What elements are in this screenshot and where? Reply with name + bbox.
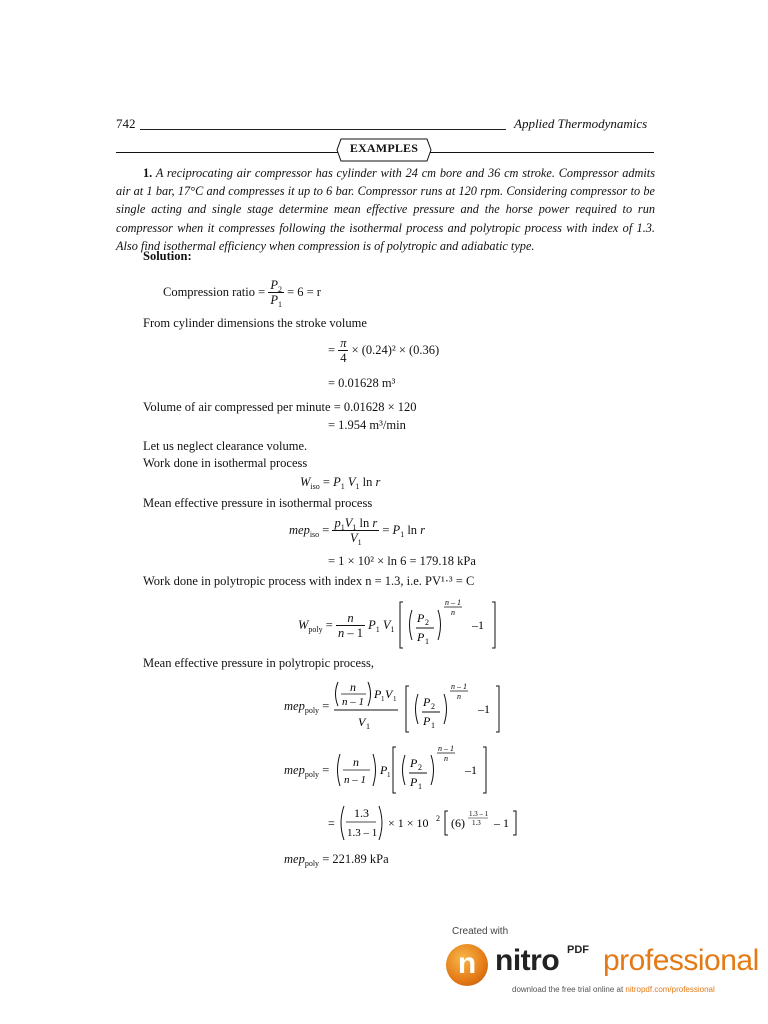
svg-text:V: V: [385, 687, 393, 701]
polytropic-mep-expression: [332, 744, 542, 796]
pressure-ratio-fraction: $\frac{P_2}{P_1}$: [270, 278, 282, 309]
header-rule: [140, 129, 506, 130]
stroke-volume-text: From cylinder dimensions the stroke volume: [143, 316, 367, 330]
svg-text:1.3: 1.3: [354, 806, 369, 820]
polytropic-mep-text: Mean effective pressure in polytropic process,: [143, 656, 374, 670]
svg-text:n: n: [353, 755, 360, 769]
isothermal-work-equation: $W_{iso} = P_1$ $V_1$ ln r: [300, 475, 381, 491]
watermark-brand: nitro: [495, 944, 560, 977]
n-over-n-minus-1-fraction: $\frac{n}{n - 1}$: [337, 610, 363, 640]
polytropic-mep-equation-2: mep$_{poly}$ = n n – 1 P 1 P 2 P 1 n – 1 n –1: [284, 744, 542, 796]
svg-text:2: 2: [424, 618, 429, 627]
svg-text:1: 1: [381, 695, 385, 703]
problem-number: 1.: [143, 166, 153, 180]
page-number: 742: [116, 116, 136, 131]
polytropic-mep-fraction: [332, 676, 504, 736]
compression-ratio-equation: [163, 278, 321, 307]
svg-text:(6): (6): [451, 816, 465, 830]
svg-text:–1: –1: [471, 618, 484, 632]
isothermal-mep-equation: mep$_{iso}$ = $\frac{p_1V_1 \ln r}{V_1}$ = $P_1$ ln r: [289, 516, 426, 547]
svg-text:2: 2: [418, 763, 423, 772]
svg-text:1: 1: [418, 782, 423, 791]
svg-text:1.3: 1.3: [472, 819, 481, 827]
isothermal-mep-fraction: $\frac{p_1V_1 \ln r}{V_1}$: [334, 516, 378, 547]
svg-text:–1: –1: [478, 702, 491, 716]
polytropic-work-equation: $W_{poly}$ = $\frac{n}{n - 1}$ $P_1$ $V_1$ P 2 P 1 n – 1 n –1: [298, 596, 500, 654]
watermark-created-with: Created with: [452, 926, 509, 937]
svg-text:2: 2: [431, 702, 436, 711]
svg-text:1: 1: [387, 771, 391, 779]
svg-text:1: 1: [393, 695, 397, 703]
svg-text:–1: –1: [465, 763, 478, 777]
air-volume-result: = 1.954 m³/min: [328, 418, 406, 432]
svg-text:P: P: [423, 714, 431, 728]
examples-heading: EXAMPLES: [349, 141, 419, 155]
problem-statement: [116, 164, 655, 255]
compression-ratio-label: Compression ratio =: [163, 285, 266, 299]
air-volume-text: Volume of air compressed per minute = 0.01628 × 120: [143, 400, 417, 414]
compression-ratio-value: = 6 = r: [287, 285, 321, 299]
watermark-footer-link[interactable]: nitropdf.com/professional: [625, 985, 715, 994]
stroke-volume-expr: × (0.24)² × (0.36): [351, 343, 440, 357]
isothermal-work-text: Work done in isothermal process: [143, 456, 308, 470]
polytropic-mep-final: mep$_{poly}$ = 221.89 kPa: [284, 852, 389, 868]
svg-text:1: 1: [431, 721, 436, 730]
polytropic-work-text: Work done in polytropic process with index n = 1.3, i.e. PV¹·³ = C: [143, 574, 475, 588]
svg-text:P: P: [374, 687, 382, 701]
watermark-pdf: PDF: [567, 944, 589, 956]
svg-text:n: n: [457, 692, 462, 701]
svg-text:n – 1: n – 1: [438, 744, 455, 753]
svg-text:n – 1: n – 1: [344, 774, 367, 786]
isothermal-mep-text: Mean effective pressure in isothermal process: [143, 496, 373, 510]
svg-text:n – 1: n – 1: [342, 696, 365, 708]
watermark-footer: [512, 985, 715, 994]
svg-text:P: P: [416, 630, 424, 644]
problem-text: A reciprocating air compressor has cylinder with 24 cm bore and 36 cm stroke. Compressor admits air at 1 bar, 17°C and compresses it up to 6 bar. Compressor runs at 120 rpm. Considering compressor to be single acting and single stage determine mean effective pressure and the horse power required to run compressor when it compresses following the isothermal process and polytropic process with index of 1.3. Also find isothermal efficiency when compression is of polytropic and adiabatic type.: [116, 166, 655, 253]
svg-text:P: P: [380, 763, 388, 777]
svg-text:P: P: [416, 611, 424, 625]
nitro-logo-icon: n: [446, 944, 488, 986]
svg-text:n: n: [450, 608, 455, 617]
polytropic-mep-substitution: [328, 802, 538, 844]
watermark-product: professional: [603, 944, 759, 977]
polytropic-mep-result: = 221.89 kPa: [322, 852, 389, 866]
clearance-text: Let us neglect clearance volume.: [143, 439, 308, 453]
watermark-footer-text: download the free trial online at: [512, 985, 626, 994]
svg-text:P: P: [423, 695, 431, 709]
stroke-volume-result: = 0.01628 m³: [328, 376, 396, 390]
svg-text:1: 1: [366, 722, 371, 731]
svg-text:n: n: [350, 680, 357, 694]
svg-text:1: 1: [424, 637, 429, 646]
svg-text:2: 2: [436, 814, 440, 823]
pi-over-four-fraction: $\frac{\pi}{4}$: [340, 336, 347, 365]
svg-text:n – 1: n – 1: [451, 682, 468, 691]
svg-text:n – 1: n – 1: [444, 598, 461, 607]
svg-text:P: P: [410, 756, 418, 770]
svg-text:V: V: [358, 715, 366, 729]
svg-text:1.3 – 1: 1.3 – 1: [469, 810, 489, 818]
heading-rule-left: [116, 152, 338, 153]
book-title: Applied Thermodynamics: [514, 116, 648, 131]
polytropic-mep-numbers: [328, 802, 538, 844]
svg-text:=: =: [328, 816, 335, 830]
isothermal-mep-result: = 1 × 10² × ln 6 = 179.18 kPa: [328, 554, 476, 568]
solution-heading: Solution:: [143, 249, 192, 263]
svg-text:× 1 × 10: × 1 × 10: [388, 816, 429, 830]
svg-text:P: P: [410, 775, 418, 789]
heading-rule-right: [430, 152, 654, 153]
examples-heading-box: [336, 138, 432, 162]
stroke-volume-expression: = $\frac{\pi}{4}$ × (0.24)² × (0.36): [328, 336, 440, 365]
svg-text:– 1: – 1: [494, 816, 509, 830]
polytropic-bracket-term: [398, 596, 500, 654]
svg-text:1.3 – 1: 1.3 – 1: [347, 827, 378, 839]
svg-text:n: n: [444, 754, 449, 763]
polytropic-mep-equation-1: mep$_{poly}$ = n n – 1 P 1 V 1 V 1 P 2 P 1 n – 1 n –1: [284, 676, 504, 736]
